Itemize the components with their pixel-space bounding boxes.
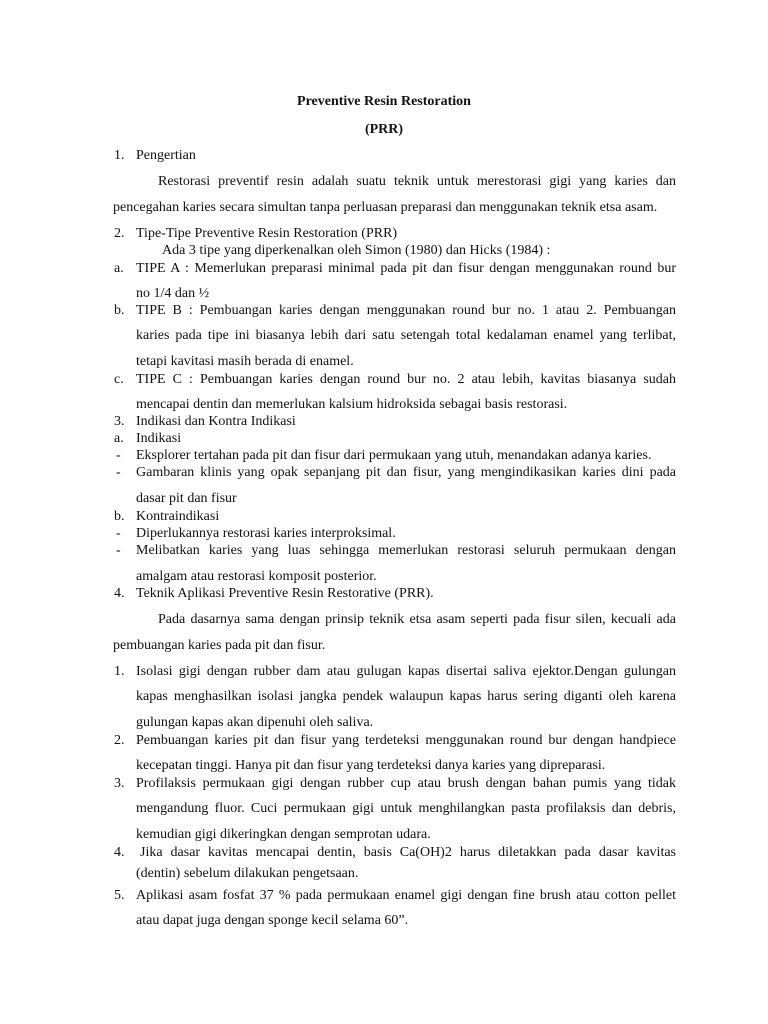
step-1-number: 1.	[114, 664, 125, 679]
type-c-line-1: TIPE C : Pembuangan karies dengan round bur no. 2 atau lebih, kavitas biasanya sudah	[136, 372, 676, 387]
step-5-line-2: atau dapat juga dengan sponge kecil selama 60”.	[136, 913, 409, 928]
section-2-intro: Ada 3 tipe yang diperkenalkan oleh Simon (1980) dan Hicks (1984) :	[162, 243, 551, 258]
section-3-heading: Indikasi dan Kontra Indikasi	[136, 414, 296, 429]
section-4-number: 4.	[114, 586, 125, 601]
step-4-line-2: (dentin) sebelum dilakukan pengetsaan.	[136, 866, 359, 881]
section-1-number: 1.	[114, 148, 125, 163]
step-4-line-1: Jika dasar kavitas mencapai dentin, basis Ca(OH)2 harus diletakkan pada dasar kavitas	[140, 845, 676, 860]
kontraindikasi-2-bullet: -	[116, 543, 121, 558]
section-4-heading: Teknik Aplikasi Preventive Resin Restorative (PRR).	[136, 586, 434, 601]
kontraindikasi-1-text: Diperlukannya restorasi karies interproksimal.	[136, 526, 396, 541]
type-a-line-1: TIPE A : Memerlukan preparasi minimal pada pit dan fisur dengan menggunakan round bur	[136, 261, 676, 276]
kontraindikasi-1-bullet: -	[116, 526, 121, 541]
step-1-line-3: gulungan kapas akan dipenuhi oleh saliva.	[136, 715, 374, 730]
step-2-number: 2.	[114, 733, 125, 748]
section-1-paragraph-line-2: pencegahan karies secara simultan tanpa perluasan preparasi dan menggunakan teknik etsa asam.	[113, 200, 658, 215]
section-1-heading: Pengertian	[136, 148, 196, 163]
step-2-line-2: kecepatan tinggi. Hanya pit dan fisur yang terdeteksi danya karies yang dipreparasi.	[136, 758, 606, 773]
step-3-line-1: Profilaksis permukaan gigi dengan rubber cup atau brush dengan bahan pumis yang tidak	[136, 776, 676, 791]
step-3-line-2: mengandung fluor. Cuci permukaan gigi untuk menghilangkan pasta profilaksis dan debris,	[136, 801, 676, 816]
kontraindikasi-2-line-2: amalgam atau restorasi komposit posterior.	[136, 569, 377, 584]
indikasi-2-line-2: dasar pit dan fisur	[136, 491, 237, 506]
kontraindikasi-heading: Kontraindikasi	[136, 509, 220, 524]
type-a-line-2: no 1/4 dan ½	[136, 286, 210, 301]
step-1-line-2: kapas menghasilkan isolasi jangka pendek walaupun kapas harus sering diganti oleh karena	[136, 689, 676, 704]
kontraindikasi-marker: b.	[114, 509, 125, 524]
type-b-line-3: tetapi kavitasi masih berada di enamel.	[136, 354, 354, 369]
type-b-marker: b.	[114, 303, 125, 318]
section-2-number: 2.	[114, 226, 125, 241]
section-1-paragraph-line-1: Restorasi preventif resin adalah suatu teknik untuk merestorasi gigi yang karies dan	[158, 174, 676, 189]
kontraindikasi-2-line-1: Melibatkan karies yang luas sehingga memerlukan restorasi seluruh permukaan dengan	[136, 543, 676, 558]
step-1-line-1: Isolasi gigi dengan rubber dam atau gulugan kapas disertai saliva ejektor.Dengan gulungan	[136, 664, 676, 679]
type-c-marker: c.	[114, 372, 124, 387]
section-4-paragraph-line-2: pembuangan karies pada pit dan fisur.	[113, 638, 326, 653]
step-3-number: 3.	[114, 776, 125, 791]
type-b-line-2: karies pada tipe ini biasanya lebih dari satu setengah total kedalaman enamel yang terlibat,	[136, 328, 676, 343]
indikasi-heading: Indikasi	[136, 431, 182, 446]
document-subtitle: (PRR)	[364, 122, 404, 137]
indikasi-2-bullet: -	[116, 465, 121, 480]
section-2-heading: Tipe-Tipe Preventive Resin Restoration (PRR)	[136, 226, 398, 241]
type-a-marker: a.	[114, 261, 124, 276]
type-c-line-2: mencapai dentin dan memerlukan kalsium hidroksida sebagai basis restorasi.	[136, 397, 568, 412]
step-3-line-3: kemudian gigi dikeringkan dengan semprotan udara.	[136, 827, 431, 842]
indikasi-2-line-1: Gambaran klinis yang opak sepanjang pit dan fisur, yang mengindikasikan karies dini pada	[136, 465, 676, 480]
indikasi-1-text: Eksplorer tertahan pada pit dan fisur dari permukaan yang utuh, menandakan adanya karies.	[136, 448, 652, 463]
step-5-number: 5.	[114, 888, 125, 903]
step-5-line-1: Aplikasi asam fosfat 37 % pada permukaan enamel gigi dengan fine brush atau cotton pellet	[136, 888, 676, 903]
section-3-number: 3.	[114, 414, 125, 429]
indikasi-1-bullet: -	[116, 448, 121, 463]
type-b-line-1: TIPE B : Pembuangan karies dengan menggunakan round bur no. 1 atau 2. Pembuangan	[136, 303, 676, 318]
indikasi-marker: a.	[114, 431, 124, 446]
section-4-paragraph-line-1: Pada dasarnya sama dengan prinsip teknik etsa asam seperti pada fisur silen, kecuali ada	[158, 612, 676, 627]
document-title: Preventive Resin Restoration	[297, 94, 471, 109]
step-2-line-1: Pembuangan karies pit dan fisur yang terdeteksi menggunakan round bur dengan handpiece	[136, 733, 676, 748]
step-4-number: 4.	[114, 845, 125, 860]
